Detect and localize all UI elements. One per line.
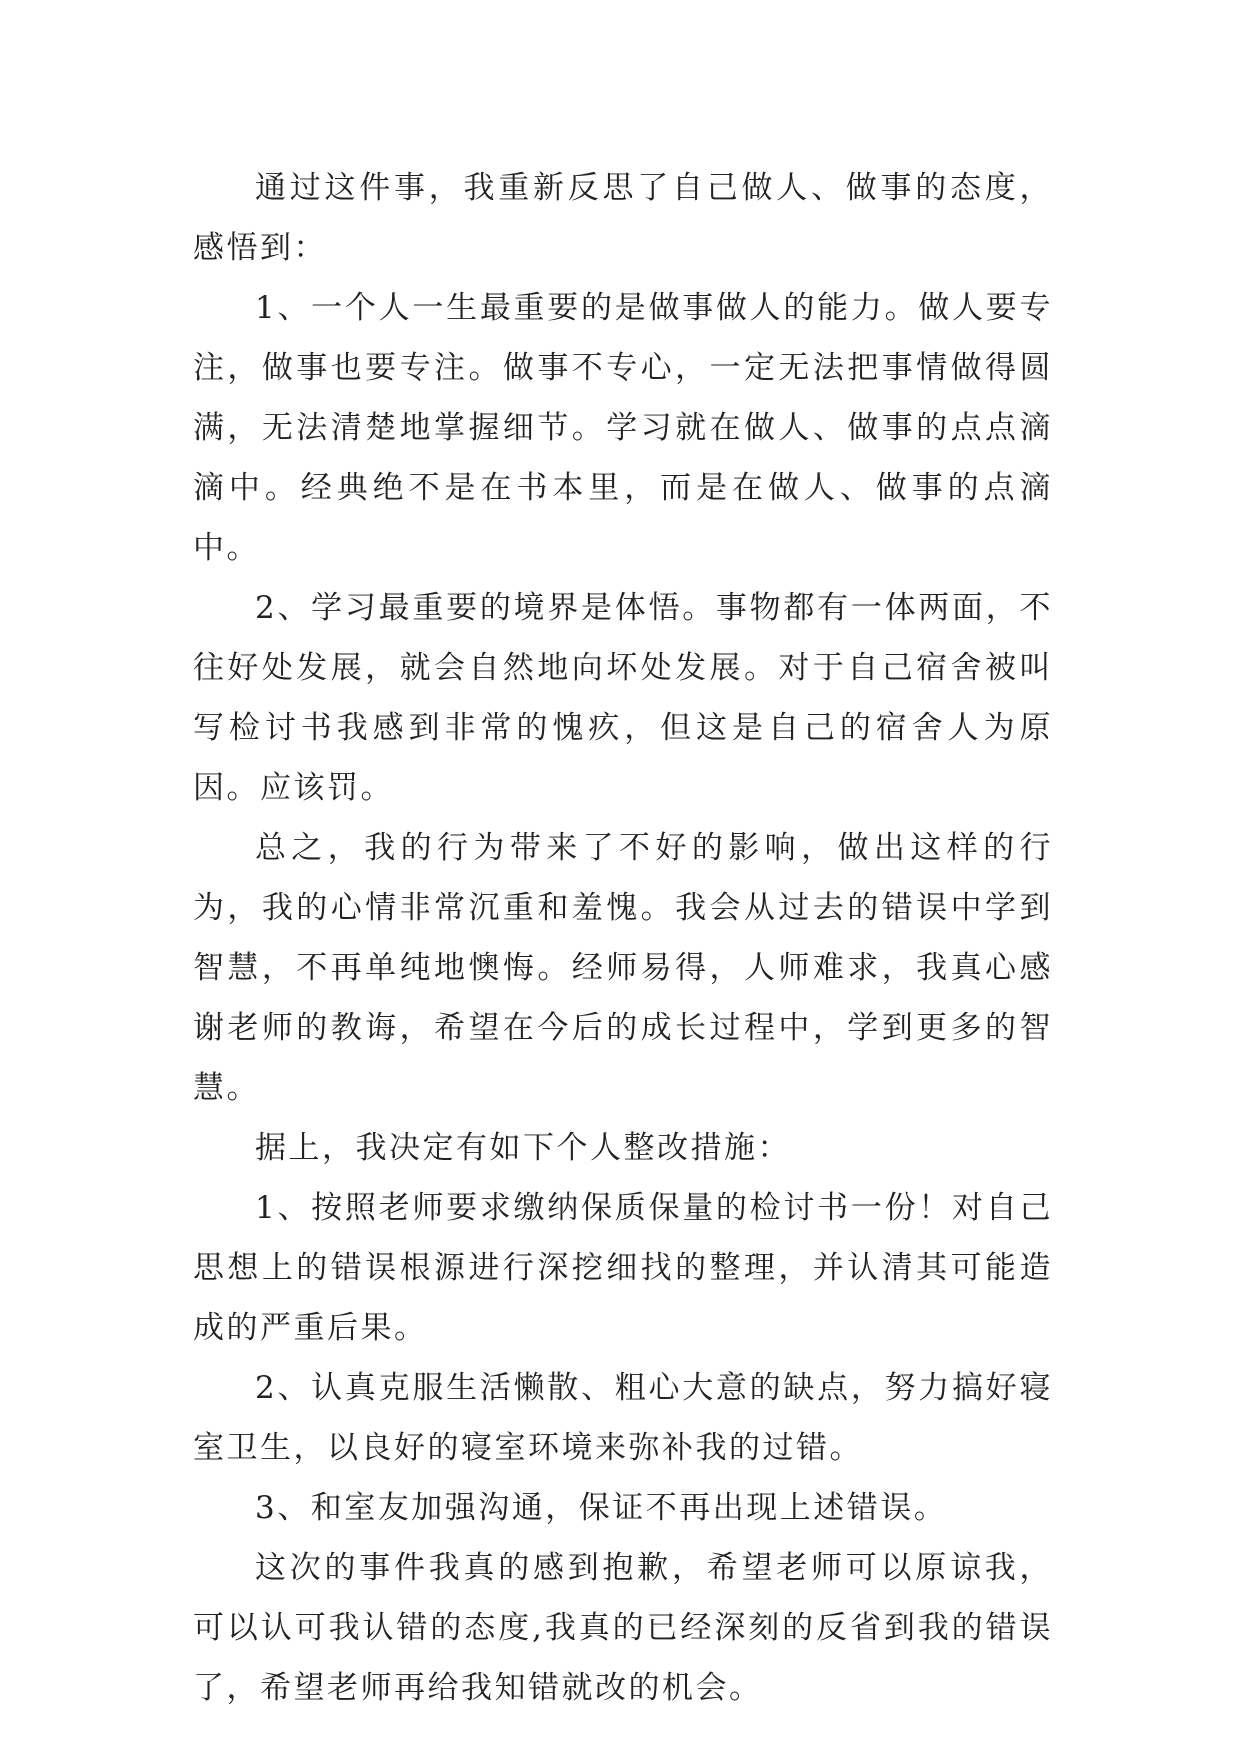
paragraph-measure-3: 3、和室友加强沟通，保证不再出现上述错误。 [255,1490,948,1526]
paragraph-measure-2: 2、认真克服生活懒散、粗心大意的缺点，努力搞好寝室卫生，以良好的寝室环境来弥补我的过错。 [193,1370,1053,1466]
paragraph-measures-intro: 据上，我决定有如下个人整改措施： [255,1130,791,1166]
paragraph-reflection-intro: 通过这件事，我重新反思了自己做人、做事的态度，感悟到： [193,170,1053,266]
paragraph-closing: 这次的事件我真的感到抱歉，希望老师可以原谅我，可以认可我认错的态度,我真的已经深刻的反省到我的错误了，希望老师再给我知错就改的机会。 [193,1550,1053,1706]
paragraph-point-2: 2、学习最重要的境界是体悟。事物都有一体两面，不往好处发展，就会自然地向坏处发展。对于自己宿舍被叫写检讨书我感到非常的愧疚，但这是自己的宿舍人为原因。应该罚。 [193,590,1053,806]
document-body [193,158,1053,1718]
paragraph-measure-1: 1、按照老师要求缴纳保质保量的检讨书一份！对自己思想上的错误根源进行深挖细找的整理，并认清其可能造成的严重后果。 [193,1190,1053,1346]
paragraph-point-1: 1、一个人一生最重要的是做事做人的能力。做人要专注，做事也要专注。做事不专心，一定无法把事情做得圆满，无法清楚地掌握细节。学习就在做人、做事的点点滴滴中。经典绝不是在书本里，而是在做人、做事的点滴中。 [193,290,1053,566]
paragraph-summary: 总之，我的行为带来了不好的影响，做出这样的行为，我的心情非常沉重和羞愧。我会从过去的错误中学到智慧，不再单纯地懊悔。经师易得，人师难求，我真心感谢老师的教诲，希望在今后的成长过程中，学到更多的智慧。 [193,830,1053,1106]
